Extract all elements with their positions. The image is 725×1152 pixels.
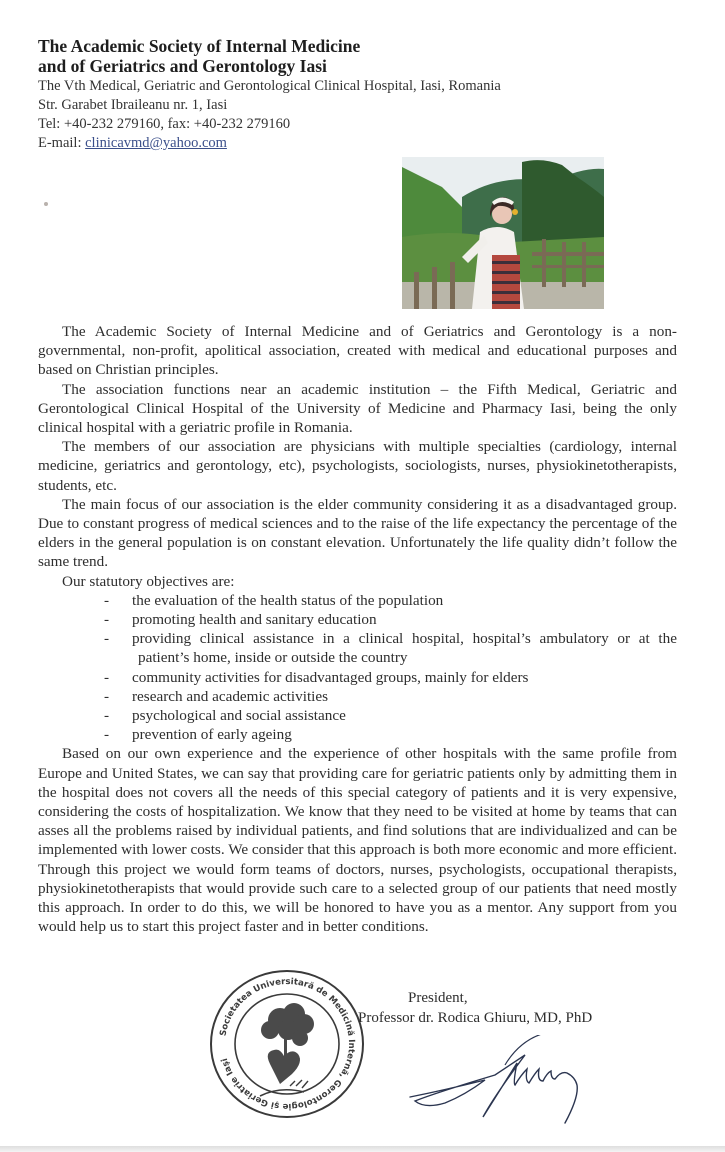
- dash-bullet: -: [104, 726, 110, 744]
- email-link[interactable]: clinicavmd@yahoo.com: [85, 135, 227, 151]
- portrait-photo: [402, 157, 604, 309]
- stamp-seal-icon: [208, 968, 366, 1120]
- dash-bullet: -: [104, 591, 110, 609]
- official-stamp: [208, 968, 366, 1120]
- objective-item: - providing clinical assistance in a clinical hospital, hospital’s ambulatory or at the patient’s home, inside or outside the country: [104, 630, 677, 667]
- objective-item: - prevention of early ageing: [104, 726, 292, 744]
- scan-bottom-edge: [0, 1146, 725, 1152]
- letterhead: [38, 36, 501, 153]
- objective-item: - promoting health and sanitary education: [104, 611, 377, 629]
- stamp-circular-text: Societatea Universitară de Medicină Internă, Gerontologie şi Geriatrie Iaşi: [218, 976, 357, 1112]
- paragraph-closing: Based on our own experience and the experience of other hospitals with the same profile from Europe and United States, we can say that providing care for geriatric patients only by admitting them in the hospital does not covers all the needs of this special category of patients and it is very expensive, considering the costs of hospitalization. We know that they need to be visited at home by teams that can asses all the problems raised by individual patients, and find solutions that are individualized and can be implemented with lower costs. We consider that this approach is both more economic and more efficient. Through this project we would form teams of doctors, nurses, psychologists, occupational therapists, physiokinetotherapists that would provide such care to a selected group of our patients that need mostly this approach. In order to do this, we will be honored to have you as a mentor. Any support from you would help us to start this project faster and in better conditions.: [38, 745, 677, 936]
- objective-item: - psychological and social assistance: [104, 707, 346, 725]
- paragraph-objectives-intro: Our statutory objectives are:: [62, 572, 235, 590]
- phone-fax: Tel: +40-232 279160, fax: +40-232 279160: [38, 116, 291, 132]
- email-label: E-mail:: [38, 135, 86, 151]
- dash-bullet: -: [104, 668, 110, 686]
- dash-bullet: -: [104, 707, 110, 725]
- letter-body: [38, 322, 677, 937]
- dash-bullet: -: [104, 687, 110, 705]
- photo-illustration: [402, 157, 604, 309]
- signature-scribble-icon: [405, 1035, 635, 1125]
- objective-item: - the evaluation of the health status of the population: [104, 591, 444, 609]
- signatory-name: Professor dr. Rodica Ghiuru, MD, PhD: [358, 1010, 593, 1026]
- dash-bullet: -: [104, 611, 110, 629]
- signature-block: [358, 988, 592, 1028]
- objectives-list: [38, 591, 677, 745]
- paragraph-members: The members of our association are physicians with multiple specialties (cardiology, internal medicine, geriatrics and gerontology, etc), psychologists, sociologists, nurses, physiokinetotherapists, students, etc.: [38, 438, 677, 494]
- dash-bullet: -: [104, 630, 110, 648]
- objective-item: - research and academic activities: [104, 687, 329, 705]
- scan-speck: [44, 202, 48, 206]
- paragraph-focus: The main focus of our association is the elder community considering it as a disadvantaged group. Due to constant progress of medical sciences and to the raise of the life expectancy the percentage of the elders in the general population is on constant elevation. Unfortunately the life quality didn’t follow the same trend.: [38, 495, 677, 571]
- email-line: [38, 134, 501, 153]
- street-address: Str. Garabet Ibraileanu nr. 1, Iasi: [38, 97, 228, 113]
- handwritten-signature: [405, 1035, 635, 1125]
- hospital-name: The Vth Medical, Geriatric and Gerontological Clinical Hospital, Iasi, Romania: [38, 78, 501, 94]
- organization-name-line1: The Academic Society of Internal Medicine: [38, 36, 361, 56]
- paragraph-intro: The Academic Society of Internal Medicine and of Geriatrics and Gerontology is a non-governmental, non-profit, apolitical association, created with medical and educational purposes and based on Christian principles.: [38, 323, 677, 379]
- paragraph-institution: The association functions near an academic institution – the Fifth Medical, Geriatric and Gerontological Clinical Hospital of the University of Medicine and Pharmacy Iasi, being the only clinical hospital with a geriatric profile in Romania.: [38, 380, 677, 437]
- objective-item: - community activities for disadvantaged groups, mainly for elders: [104, 668, 529, 686]
- signatory-title: President,: [408, 990, 468, 1006]
- organization-name-line2: and of Geriatrics and Gerontology Iasi: [38, 56, 327, 76]
